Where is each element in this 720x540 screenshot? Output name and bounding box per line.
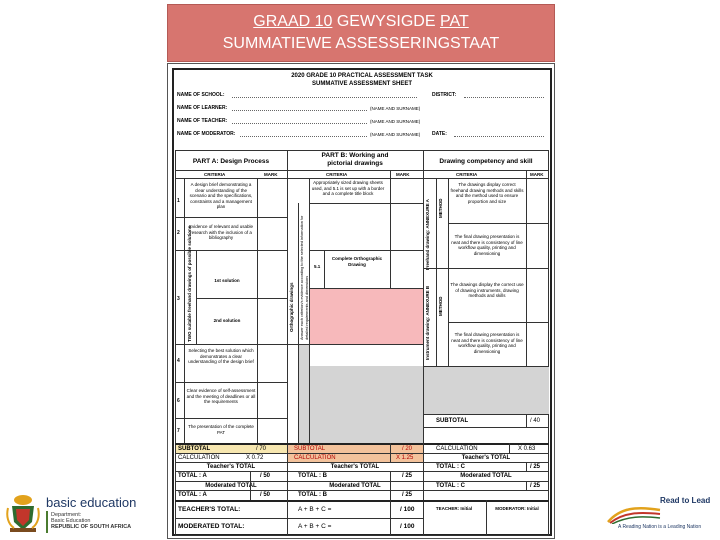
- part-b-moderated-total: Moderated TOTAL: [329, 483, 381, 489]
- logo-divider: [46, 511, 48, 533]
- part-a-row-3-sub1: 1st solution: [214, 278, 240, 283]
- coat-of-arms-icon: [6, 492, 40, 534]
- part-a-row-1-text: A design brief demonstrating a clear understanding of the scenario and the specifications, constraints and a management plan: [189, 182, 253, 209]
- part-a-row-2-text: Evidence of relevant and usable research with the inclusion of a bibliography: [188, 224, 254, 240]
- field-school-label: NAME OF SCHOOL:: [177, 92, 225, 98]
- slide-title-line2: SUMMATIEWE ASSESSERINGSTAAT: [222, 35, 500, 52]
- part-b-side-text: Answer each criterion/s evidence according to the selected information for detailed requirements and dimensions: [300, 215, 309, 340]
- slide-title: [167, 4, 555, 62]
- field-moderator-hint: (NAME AND SURNAME): [370, 132, 421, 137]
- bottom-teacher-initial: TEACHER: Initial: [435, 506, 473, 511]
- part-a-row-3a-mark[interactable]: [258, 251, 287, 297]
- part-b-mod-total-label: TOTAL : B: [298, 492, 327, 498]
- part-b-grey-area: [310, 366, 423, 443]
- part-a-criteria-header: CRITERIA: [204, 172, 226, 177]
- grid-line: [486, 500, 487, 536]
- part-a-row-7-mark[interactable]: [258, 419, 287, 443]
- field-school-line[interactable]: [232, 97, 417, 98]
- part-b-sub-text: Complete Orthographic Drawing: [331, 256, 383, 267]
- part-a-row-7-num: 7: [177, 428, 180, 434]
- part-c-mark-header: MARK: [530, 172, 544, 177]
- part-a-total-max: / 50: [260, 473, 271, 479]
- bottom-teachers-total-label: TEACHER'S TOTAL:: [178, 506, 241, 513]
- part-c-total-label: TOTAL : C: [436, 464, 465, 470]
- field-date-label: DATE:: [432, 131, 447, 137]
- part-a-row-4-text: Selecting the best solution which demonstrates a clear understanding of the design brief: [188, 348, 254, 364]
- part-a-teachers-total: Teacher's TOTAL: [206, 464, 256, 470]
- part-a-mod-total-max: / 50: [260, 492, 271, 498]
- part-a-row-2-num: 2: [177, 230, 180, 236]
- field-learner-hint: (NAME AND SURNAME): [370, 106, 421, 111]
- part-a-subtotal-label: SUBTOTAL: [178, 446, 211, 452]
- part-a-mark-header: MARK: [264, 172, 278, 177]
- logo-dept-3: REPUBLIC OF SOUTH AFRICA: [51, 524, 132, 530]
- field-learner-label: NAME OF LEARNER:: [177, 105, 228, 111]
- sheet-heading-2: SUMMATIVE ASSESSMENT SHEET: [311, 81, 412, 87]
- grid-line: [175, 500, 549, 502]
- part-a-header: PART A: Design Process: [192, 158, 270, 165]
- part-b-header-1: PART B: Working and: [321, 152, 389, 159]
- bottom-moderated-max: / 100: [400, 523, 415, 530]
- grid-line: [175, 170, 549, 171]
- logo-dept-2: Basic Education: [51, 518, 91, 524]
- grid-line: [390, 500, 391, 536]
- field-district-label: DISTRICT:: [432, 92, 457, 98]
- bottom-teachers-max: / 100: [400, 506, 415, 513]
- assessment-sheet: [167, 63, 555, 539]
- field-teacher-hint: (NAME AND SURNAME): [370, 119, 421, 124]
- grid-line: [509, 443, 510, 453]
- part-b-subtotal-label: SUBTOTAL: [294, 446, 326, 452]
- grid-line: [250, 471, 251, 500]
- part-b-total-max: / 25: [402, 473, 413, 479]
- field-district-line[interactable]: [464, 97, 544, 98]
- part-a-row-6-mark[interactable]: [258, 383, 287, 418]
- part-a-mod-total-label: TOTAL : A: [178, 492, 207, 498]
- sheet-heading-1: 2020 GRADE 10 PRACTICAL ASSESSMENT TASK: [291, 73, 433, 79]
- grid-line: [423, 427, 549, 428]
- part-b-subtotal-max: / 20: [402, 446, 413, 452]
- field-date-line[interactable]: [454, 136, 544, 137]
- part-b-side-label: Orthographic drawings: [289, 282, 294, 332]
- part-a-calc-label: CALCULATION: [178, 455, 220, 461]
- part-a-row-6-text: Clear evidence of self-assessment and the meeting of deadlines or all the requirements: [186, 388, 256, 404]
- part-b-total-label: TOTAL : B: [298, 473, 327, 479]
- rtl-swoosh-icon: [606, 504, 662, 524]
- part-a-row-4-mark[interactable]: [258, 345, 287, 382]
- grid-line: [526, 414, 527, 427]
- field-teacher-line[interactable]: [232, 123, 367, 124]
- part-c-row-2-mark[interactable]: [527, 224, 549, 268]
- part-a-row-3-num: 3: [177, 296, 180, 302]
- grid-line: [175, 518, 423, 519]
- part-c-instrument-label: Instrument drawing: ANNEXURE B: [425, 285, 430, 360]
- part-b-calc-factor: X 1.25: [396, 455, 414, 461]
- grid-line: [309, 203, 423, 204]
- bottom-moderator-initial: MODERATOR: Initial: [495, 506, 539, 511]
- part-b-pink-area: [310, 289, 423, 344]
- grid-line: [324, 250, 325, 288]
- logo-dept-1: Department:: [51, 512, 82, 518]
- part-c-row-3-text: The drawings display the correct use of drawing instruments, drawing methods and skills: [450, 282, 524, 298]
- part-c-mod-total-max: / 25: [530, 483, 541, 489]
- field-moderator-label: NAME OF MODERATOR:: [177, 131, 236, 137]
- grid-line: [526, 462, 527, 471]
- part-b-sub-num: 5.1: [314, 264, 321, 269]
- grid-line: [423, 414, 549, 415]
- part-b-header-2: pictorial drawings: [327, 160, 383, 167]
- grid-line: [390, 471, 391, 500]
- grid-line: [390, 443, 391, 462]
- title-modified: GEWYSIGDE: [332, 13, 440, 30]
- part-c-subtotal-label: SUBTOTAL: [436, 418, 469, 424]
- part-a-row-1-num: 1: [177, 198, 180, 204]
- part-a-row-6-num: 6: [177, 398, 180, 404]
- part-c-calc-label: CALCULATION: [436, 446, 478, 452]
- grid-line: [175, 490, 549, 491]
- part-b-row-1-mark[interactable]: [391, 179, 423, 203]
- rtl-tagline: A Reading Nation is a Leading Nation: [618, 524, 702, 530]
- part-c-total-max: / 25: [530, 464, 541, 470]
- part-a-row-4-num: 4: [177, 358, 180, 364]
- part-a-row-2-mark[interactable]: [258, 218, 287, 250]
- part-c-row-2-text: The final drawing presentation is neat and there is consistency of line workflow quality, printing and dimensioning: [451, 234, 523, 256]
- part-c-teachers-total: Teacher's TOTAL: [461, 455, 511, 461]
- assessment-sheet-frame: [172, 68, 552, 536]
- part-a-total-label: TOTAL : A: [178, 473, 207, 479]
- field-moderator-line[interactable]: [240, 136, 367, 137]
- part-c-row-1-mark[interactable]: [527, 179, 549, 223]
- part-a-subtotal-max: / 70: [256, 446, 267, 452]
- part-a-calc-factor: X 0.72: [246, 455, 264, 461]
- part-b-row-1-text: Appropriately sized drawing sheets used, and 5.1 is set up with a border and a complete title block: [311, 180, 385, 196]
- part-a-row-7-text: The presentation of the complete PAT: [188, 424, 254, 435]
- part-b-teachers-total: Teacher's TOTAL: [330, 464, 380, 470]
- part-c-method-2: METHOD: [438, 296, 443, 316]
- grid-line: [287, 500, 288, 536]
- part-c-row-4-mark[interactable]: [527, 323, 549, 366]
- title-grade: GRAAD 10: [253, 13, 333, 30]
- part-b-criteria-header: CRITERIA: [326, 172, 348, 177]
- grid-line: [175, 481, 549, 482]
- read-to-lead-logo: [606, 494, 716, 534]
- part-c-method-1: METHOD: [438, 198, 443, 218]
- grid-line: [526, 481, 527, 490]
- part-a-row-3-sub2: 2nd solution: [213, 318, 241, 323]
- part-c-subtotal-max: / 40: [530, 418, 541, 424]
- part-b-grey-strip: [299, 345, 309, 443]
- part-c-row-3-mark[interactable]: [527, 269, 549, 322]
- bottom-teachers-formula: A + B + C =: [298, 506, 332, 513]
- part-c-moderated-total: Moderated TOTAL: [460, 473, 512, 479]
- part-a-row-3b-mark[interactable]: [258, 299, 287, 343]
- part-b-sub-mark[interactable]: [391, 251, 423, 288]
- logo-name: basic education: [46, 495, 137, 510]
- part-b-calc-label: CALCULATION: [294, 455, 336, 461]
- part-b-mark-header: MARK: [396, 172, 410, 177]
- field-learner-line[interactable]: [232, 110, 367, 111]
- title-pat: PAT: [439, 13, 469, 30]
- part-a-row-1-mark[interactable]: [258, 179, 287, 217]
- rtl-title: Read to Lead: [660, 496, 711, 505]
- part-c-mod-total-label: TOTAL : C: [436, 483, 465, 489]
- part-c-calc-factor: X 0.63: [518, 446, 536, 452]
- grid-line: [196, 250, 197, 344]
- part-b-mod-total-max: / 25: [402, 492, 413, 498]
- bottom-moderated-formula: A + B + C =: [298, 523, 332, 530]
- slide-title-line1: [253, 11, 468, 33]
- part-a-row-3-side: TWO suitable freehand drawings of possible solutions: [187, 225, 192, 342]
- field-teacher-label: NAME OF TEACHER:: [177, 118, 228, 124]
- part-c-row-1-text: The drawings display correct freehand drawing methods and skills and the method used to ensure proportion and size: [450, 182, 524, 204]
- part-c-freehand-label: Freehand drawing: ANNEXURE A: [425, 199, 430, 270]
- bottom-moderated-total-label: MODERATED TOTAL:: [178, 523, 245, 530]
- part-c-row-4-text: The final drawing presentation is neat and there is consistency of line workflow quality, printing and dimensioning: [451, 332, 523, 354]
- grid-line: [175, 462, 549, 463]
- grid-line: [175, 471, 549, 472]
- basic-education-logo: [6, 490, 156, 536]
- part-a-moderated-total: Moderated TOTAL: [205, 483, 257, 489]
- part-c-grey-area: [424, 367, 549, 414]
- grid-line: [287, 150, 288, 536]
- grid-line: [175, 178, 549, 179]
- part-c-header: Drawing competency and skill: [439, 158, 533, 165]
- part-c-criteria-header: CRITERIA: [456, 172, 478, 177]
